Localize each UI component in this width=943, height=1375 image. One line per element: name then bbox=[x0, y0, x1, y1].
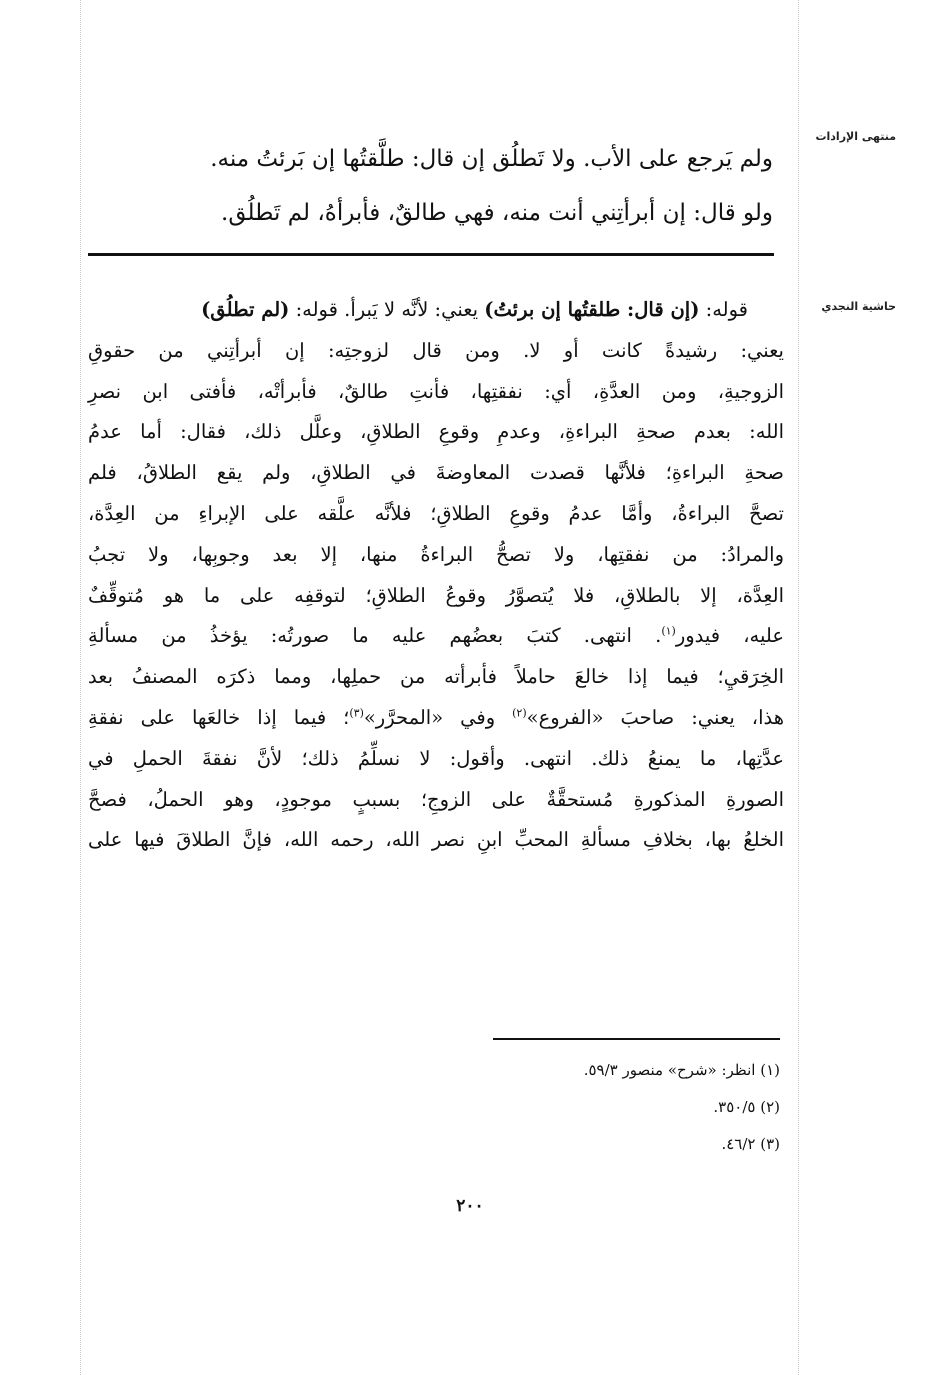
footnote-ref[interactable]: (٣) bbox=[349, 706, 364, 720]
commentary-line: والمرادُ: من نفقتِها، ولا تصحُّ البراءةُ منها، إلا بعد وجوبِها، ولا تجبُ bbox=[88, 542, 784, 566]
footnote: (٣) ٤٦/٢. bbox=[721, 1135, 780, 1153]
commentary-line: الخِرَقيِ؛ فيما إذا خالعَ حاملاً فأبرأته من حملِها، ومما ذكرَه المصنفُ بعد bbox=[88, 665, 784, 689]
main-text bbox=[128, 132, 773, 240]
footnote-divider bbox=[493, 1038, 780, 1040]
footnote-ref[interactable]: (٢) bbox=[512, 706, 527, 720]
commentary-block bbox=[88, 290, 784, 861]
commentary-line: الزوجيةِ، ومن العدَّةِ، أي: نفقتِها، فأنتِ طالقٌ، فأبرأتْه، فأفتى ابن نصرِ bbox=[88, 379, 784, 403]
commentary-line bbox=[88, 290, 784, 331]
commentary-line: يعني: رشيدةً كانت أو لا. ومن قال لزوجتِه: إن أبرأتِني من حقوقِ bbox=[88, 338, 784, 362]
commentary-text: يعني: لأنَّه لا يَبرأ. قوله: bbox=[289, 298, 485, 321]
margin-guide-right bbox=[798, 0, 799, 1375]
side-label-hashiya: حاشية النجدي bbox=[821, 300, 896, 313]
commentary-text: قوله: bbox=[699, 298, 748, 321]
page-number: ٢٠٠ bbox=[456, 1196, 484, 1216]
footnote-ref[interactable]: (١) bbox=[661, 624, 676, 638]
commentary-line: العِدَّة، إلا بالطلاقِ، فلا يُتصوَّرُ وقوعُ الطلاقِ؛ لتوقفِه على ما هو مُتوقِّفٌ bbox=[88, 583, 784, 607]
commentary-quote: (إن قال: طلقتُها إن برئتُ) bbox=[484, 298, 700, 321]
main-text-divider bbox=[88, 253, 774, 256]
commentary-line: صحةِ البراءةِ؛ فلأنَّها قصدت المعاوضةَ في الطلاقِ، ولم يقع الطلاقُ، فلم bbox=[88, 461, 784, 485]
footnote: (١) انظر: «شرح» منصور ٥٩/٣. bbox=[583, 1061, 780, 1079]
footnote: (٢) ٣٥٠/٥. bbox=[713, 1098, 780, 1116]
commentary-text: ؛ فيما إذا خالعَها على نفقةِ bbox=[88, 705, 350, 729]
commentary-line: الخلعُ بها، بخلافِ مسألةِ المحبِّ ابنِ نصر الله، رحمه الله، فإنَّ الطلاقَ فيها على bbox=[88, 828, 784, 852]
commentary-line bbox=[88, 698, 784, 739]
commentary-line: الصورةِ المذكورةِ مُستحقَّةٌ على الزوجِ؛ بسببٍ موجودٍ، وهو الحملُ، فصحَّ bbox=[88, 787, 784, 811]
commentary-text: وفي «المحرَّر» bbox=[363, 705, 513, 729]
commentary-quote: (لم تطلُق) bbox=[201, 298, 290, 321]
commentary-text: هذا، يعني: صاحبَ «الفروع» bbox=[526, 705, 785, 729]
commentary-text: عليه، فيدور bbox=[675, 624, 784, 648]
footnotes bbox=[480, 1052, 780, 1163]
commentary-line bbox=[88, 616, 784, 657]
margin-guide-left bbox=[80, 0, 81, 1375]
side-label-muntaha: منتهى الإرادات bbox=[815, 130, 896, 143]
commentary-line: الله: بعدم صحةِ البراءةِ، وعدمِ وقوعِ الطلاقِ، وعلَّل ذلك، فقال: أما عدمُ bbox=[88, 420, 784, 444]
main-text-line-2: ولو قال: إن أبرأتِني أنت منه، فهي طالقٌ، فأبرأهُ، لم تَطلُق. bbox=[221, 200, 773, 226]
main-text-line-1: ولم يَرجع على الأب. ولا تَطلُق إن قال: طلَّقتُها إن بَرئتُ منه. bbox=[210, 146, 773, 172]
commentary-line: عدَّتِها، ما يمنعُ ذلك. انتهى. وأقول: لا نسلِّمُ ذلك؛ لأنَّ نفقةَ الحملِ في bbox=[88, 746, 784, 770]
commentary-text: . انتهى. كتبَ بعضُهم عليه ما صورتُه: يؤخذُ من مسألةِ bbox=[88, 624, 662, 648]
commentary-line: تصحَّ البراءةُ، وأمَّا عدمُ وقوعِ الطلاقِ؛ فلأنَّه علَّقه على الإبراءِ من العِدَّة، bbox=[88, 501, 784, 525]
